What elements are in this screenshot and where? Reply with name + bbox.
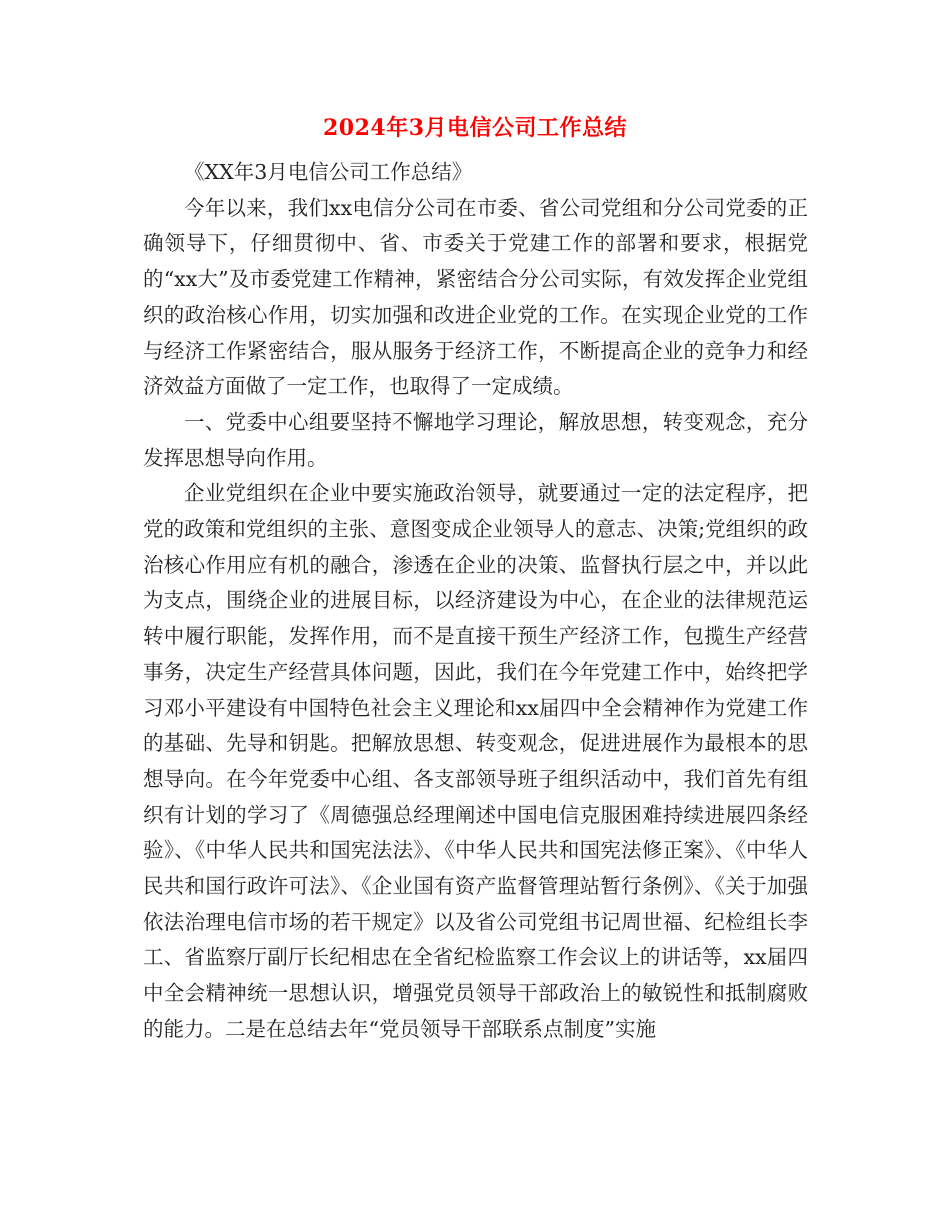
document-body [143,155,808,1048]
document-title: 2024年3月电信公司工作总结 [322,115,628,141]
paragraph-intro: 今年以来，我们xx电信分公司在市委、省公司党组和分公司党委的正确领导下，仔细贯彻中、省、市委关于党建工作的部署和要求，根据党的“xx大”及市委党建工作精神，紧密结合分公司实际，有效发挥企业党组织的政治核心作用，切实加强和改进企业党的工作。在实现企业党的工作与经济工作紧密结合，服从服务于经济工作，不断提高企业的竞争力和经济效益方面做了一定工作，也取得了一定成绩。 [143,195,808,399]
paragraph-section-one-heading: 一、党委中心组要坚持不懈地学习理论，解放思想，转变观念，充分发挥思想导向作用。 [143,409,808,470]
paragraph-section-one-body: 企业党组织在企业中要实施政治领导，就要通过一定的法定程序，把党的政策和党组织的主张、意图变成企业领导人的意志、决策;党组织的政治核心作用应有机的融合，渗透在企业的决策、监督执行层之中，并以此为支点，围绕企业的进展目标，以经济建设为中心，在企业的法律规范运转中履行职能，发挥作用，而不是直接干预生产经济工作，包揽生产经营事务，决定生产经营具体问题，因此，我们在今年党建工作中，始终把学习邓小平建设有中国特色社会主义理论和xx届四中全会精神作为党建工作的基础、先导和钥匙。把解放思想、转变观念，促进进展作为最根本的思想导向。在今年党委中心组、各支部领导班子组织活动中，我们首先有组织有计划的学习了《周德强总经理阐述中国电信克服困难持续进展四条经验》、《中华人民共和国宪法法》、《中华人民共和国宪法修正案》、《中华人民共和国行政许可法》、《企业国有资产监督管理站暂行条例》、《关于加强依法治理电信市场的若干规定》以及省公司党组书记周世福、纪检组长李工、省监察厅副厅长纪相忠在全省纪检监察工作会议上的讲话等，xx届四中全会精神统一思想认识，增强党员领导干部政治上的敏锐性和抵制腐败的能力。二是在总结去年“党员领导干部联系点制度”实施 [143,481,808,1041]
paragraph-subtitle: 《XX年3月电信公司工作总结》 [184,160,473,184]
